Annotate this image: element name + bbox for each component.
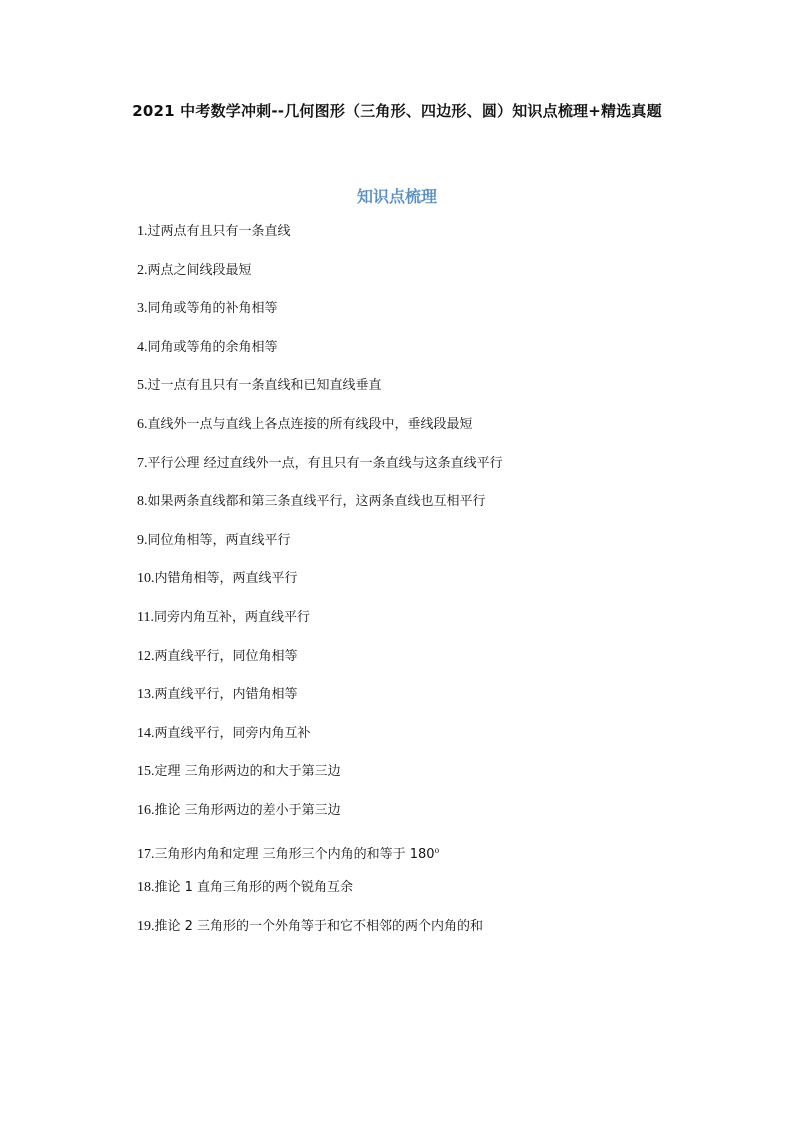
point-text: 三角形内角和定理 三角形三个内角的和等于 180 — [154, 846, 435, 862]
knowledge-point — [137, 608, 503, 647]
point-text: 推论 三角形两边的差小于第三边 — [154, 802, 341, 818]
point-text: 平行公理 经过直线外一点，有且只有一条直线与这条直线平行 — [147, 455, 503, 471]
point-number: 10. — [137, 571, 155, 587]
knowledge-point — [137, 222, 503, 261]
point-number: 18. — [137, 880, 155, 896]
point-number: 11. — [137, 609, 154, 625]
point-number: 9. — [137, 532, 148, 548]
point-number: 4. — [137, 339, 148, 355]
knowledge-point — [137, 762, 503, 801]
point-text: 同位角相等，两直线平行 — [147, 532, 291, 548]
point-text: 如果两条直线都和第三条直线平行，这两条直线也互相平行 — [147, 494, 486, 510]
section-heading: 知识点梳理 — [356, 187, 437, 206]
degree-superscript: o — [434, 844, 440, 855]
point-number: 2. — [137, 262, 148, 278]
point-number: 17. — [137, 846, 155, 862]
point-number: 8. — [137, 494, 148, 510]
knowledge-point — [137, 685, 503, 724]
knowledge-point — [137, 376, 503, 415]
point-number: 15. — [137, 764, 155, 780]
knowledge-points-list — [137, 222, 503, 955]
point-text: 两直线平行，内错角相等 — [154, 687, 298, 703]
document-title: 2021 中考数学冲刺--几何图形（三角形、四边形、圆）知识点梳理+精选真题 — [132, 102, 662, 120]
point-text: 同旁内角互补，两直线平行 — [153, 609, 310, 625]
point-number: 13. — [137, 687, 155, 703]
knowledge-point — [137, 569, 503, 608]
point-text: 直线外一点与直线上各点连接的所有线段中，垂线段最短 — [147, 416, 473, 432]
point-number: 1. — [137, 224, 148, 239]
knowledge-point — [137, 531, 503, 570]
point-text: 同角或等角的余角相等 — [147, 339, 278, 355]
point-text: 两直线平行，同旁内角互补 — [154, 725, 311, 741]
point-number: 14. — [137, 725, 155, 741]
knowledge-point — [137, 261, 503, 300]
knowledge-point — [137, 917, 503, 956]
point-text: 两点之间线段最短 — [147, 262, 252, 278]
knowledge-point — [137, 724, 503, 763]
point-text: 推论 2 三角形的一个外角等于和它不相邻的两个内角的和 — [154, 918, 484, 934]
knowledge-point — [137, 454, 503, 493]
knowledge-point — [137, 338, 503, 377]
point-text: 推论 1 直角三角形的两个锐角互余 — [154, 880, 354, 896]
point-number: 6. — [137, 416, 148, 432]
knowledge-point — [137, 801, 503, 840]
knowledge-point — [137, 299, 503, 338]
point-text: 过一点有且只有一条直线和已知直线垂直 — [147, 378, 382, 394]
point-number: 16. — [137, 802, 155, 818]
point-text: 内错角相等，两直线平行 — [154, 571, 298, 587]
point-text: 两直线平行，同位角相等 — [154, 648, 298, 664]
knowledge-point — [137, 492, 503, 531]
point-number: 12. — [137, 648, 155, 664]
point-number: 7. — [137, 455, 148, 471]
knowledge-point — [137, 840, 503, 879]
knowledge-point — [137, 647, 503, 686]
point-text: 同角或等角的补角相等 — [147, 301, 278, 317]
point-number: 5. — [137, 378, 148, 394]
knowledge-point — [137, 415, 503, 454]
point-number: 3. — [137, 301, 148, 317]
point-text: 定理 三角形两边的和大于第三边 — [154, 764, 341, 780]
point-text: 过两点有且只有一条直线 — [147, 224, 291, 239]
knowledge-point — [137, 878, 503, 917]
point-number: 19. — [137, 918, 155, 934]
